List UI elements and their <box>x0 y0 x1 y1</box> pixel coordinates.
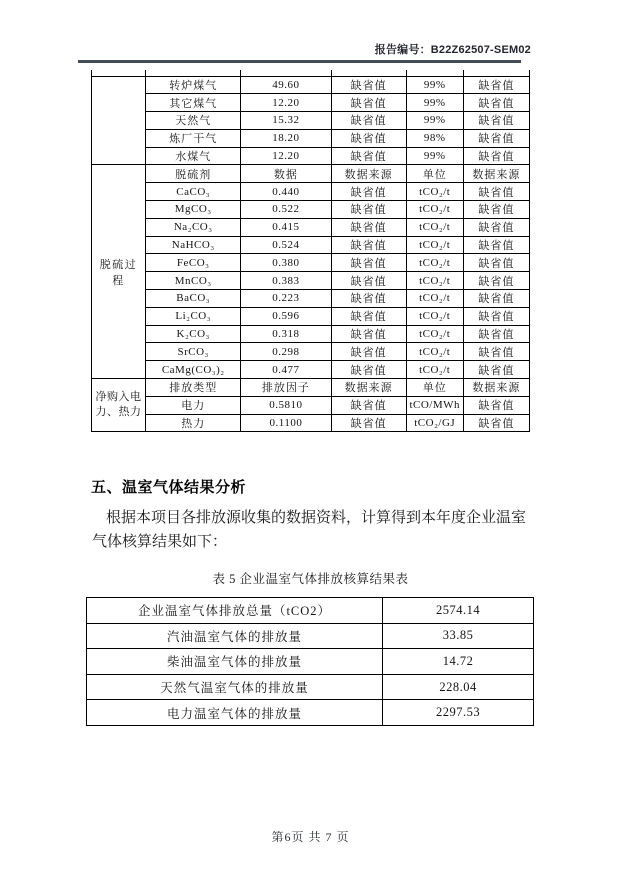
table-cell: 0.383 <box>241 272 331 290</box>
table-row <box>87 623 534 649</box>
table-cell: tCO₂/t <box>406 290 463 308</box>
table-cell: 0.596 <box>241 307 331 325</box>
table-cell: 缺省值 <box>463 147 529 165</box>
table-cell: tCO₂/t <box>406 361 463 379</box>
section-heading: 五、温室气体结果分析 <box>91 479 247 496</box>
table-cell: 99% <box>406 76 463 94</box>
table-cell: 单位 <box>406 165 463 183</box>
table-cell: 缺省值 <box>463 325 529 343</box>
table-row <box>92 325 530 343</box>
table-cell: BaCO₃ <box>146 290 241 308</box>
table-cell: 缺省值 <box>331 94 406 112</box>
table-row <box>92 76 530 94</box>
table-cell: tCO₂/t <box>406 183 463 201</box>
table-row <box>92 396 530 414</box>
table-cell: 缺省值 <box>463 414 529 432</box>
table-cell: 缺省值 <box>331 325 406 343</box>
table-cell: 缺省值 <box>463 76 529 94</box>
table-cell: 缺省值 <box>331 396 406 414</box>
footer-page-number: 第6页 共 7 页 <box>271 830 350 844</box>
table-row <box>92 201 530 219</box>
table-row <box>92 254 530 272</box>
table-cell: tCO₂/t <box>406 201 463 219</box>
table-cell: NaHCO₃ <box>146 236 241 254</box>
table-cell: 0.318 <box>241 325 331 343</box>
table-cell: 转炉煤气 <box>146 76 241 94</box>
summary-value: 14.72 <box>383 649 534 675</box>
table-cell: 数据来源 <box>463 379 529 397</box>
table-cell: 缺省值 <box>463 396 529 414</box>
table-row <box>92 147 530 165</box>
table-cell: 98% <box>406 129 463 147</box>
table-cell: 缺省值 <box>463 112 529 130</box>
table-cell: MgCO₃ <box>146 201 241 219</box>
table-cell: 缺省值 <box>331 183 406 201</box>
table-cell: 0.5810 <box>241 396 331 414</box>
table-cell: 0.477 <box>241 361 331 379</box>
category-cell-desulfurization: 脱硫过程 <box>92 165 146 379</box>
table-cell: 缺省值 <box>463 290 529 308</box>
table-cell: 缺省值 <box>331 76 406 94</box>
table-cell: 0.415 <box>241 218 331 236</box>
table-cell: 缺省值 <box>463 201 529 219</box>
table-cell: 0.440 <box>241 183 331 201</box>
table-cell: tCO₂/t <box>406 254 463 272</box>
table-row <box>92 272 530 290</box>
table-cell: 数据来源 <box>331 379 406 397</box>
table-row <box>92 361 530 379</box>
table-cell: 数据 <box>241 165 331 183</box>
table-cell: tCO₂/t <box>406 272 463 290</box>
table-cell: 缺省值 <box>463 361 529 379</box>
table-cell: 缺省值 <box>463 236 529 254</box>
table-cell: 缺省值 <box>331 112 406 130</box>
section-paragraph <box>92 507 534 554</box>
table-row <box>92 129 530 147</box>
table-row <box>87 649 534 675</box>
table-cell: 0.524 <box>241 236 331 254</box>
table-row <box>92 236 530 254</box>
table-cell: 缺省值 <box>331 218 406 236</box>
table-cell: 18.20 <box>241 129 331 147</box>
category-cell <box>92 76 146 165</box>
table-cell: tCO₂/t <box>406 218 463 236</box>
report-number <box>280 41 531 57</box>
table-cell: Li₂CO₃ <box>146 307 241 325</box>
table-row <box>92 379 530 397</box>
table-cell: CaMg(CO₃)₂ <box>146 361 241 379</box>
table-row <box>92 343 530 361</box>
table-row <box>92 94 530 112</box>
table-cell: 缺省值 <box>463 343 529 361</box>
table-caption: 表 5 企业温室气体排放核算结果表 <box>212 572 409 586</box>
table-cell: 12.20 <box>241 147 331 165</box>
table-cell: 缺省值 <box>463 218 529 236</box>
table-row <box>92 414 530 432</box>
table-cell: 缺省值 <box>331 290 406 308</box>
summary-label: 柴油温室气体的排放量 <box>87 649 383 675</box>
table-cell: tCO₂/t <box>406 236 463 254</box>
table-cell: 天然气 <box>146 112 241 130</box>
summary-value: 33.85 <box>383 623 534 649</box>
table-cell: 缺省值 <box>331 201 406 219</box>
table-cell: 缺省值 <box>331 236 406 254</box>
paragraph-line: 根据本项目各排放源收集的数据资料，计算得到本年度企业温室 <box>106 510 527 526</box>
table-cell: Na₂CO₃ <box>146 218 241 236</box>
table-cell: 排放类型 <box>146 379 241 397</box>
table-cell: tCO₂/t <box>406 307 463 325</box>
table-cell: 0.223 <box>241 290 331 308</box>
table-cell: tCO₂/t <box>406 343 463 361</box>
table-row <box>87 674 534 700</box>
table-cell: 其它煤气 <box>146 94 241 112</box>
table-cell: 缺省值 <box>463 307 529 325</box>
table-cell: CaCO₃ <box>146 183 241 201</box>
table-row <box>92 183 530 201</box>
paragraph-line: 气体核算结果如下： <box>92 533 228 550</box>
table-row <box>92 165 530 183</box>
table-row <box>92 112 530 130</box>
table-cell: 炼厂干气 <box>146 129 241 147</box>
category-cell-purchased-power: 净购入电力、热力 <box>92 379 146 432</box>
summary-value: 228.04 <box>383 674 534 700</box>
table-cell: K₂CO₃ <box>146 325 241 343</box>
table-cell: 单位 <box>406 379 463 397</box>
table-cell: 缺省值 <box>463 272 529 290</box>
summary-value: 2574.14 <box>383 598 534 624</box>
table-cell: 0.380 <box>241 254 331 272</box>
report-number-label: 报告编号： <box>374 44 431 56</box>
table-cell: 缺省值 <box>463 183 529 201</box>
header-rule <box>78 60 521 63</box>
table-cell: 99% <box>406 147 463 165</box>
table-cell: 0.522 <box>241 201 331 219</box>
table-cell: 缺省值 <box>463 254 529 272</box>
table-cell: 缺省值 <box>331 147 406 165</box>
table-cell: 15.32 <box>241 112 331 130</box>
summary-label: 企业温室气体排放总量（tCO2） <box>87 598 383 624</box>
table-cell: tCO/MWh <box>406 396 463 414</box>
table-cell: 缺省值 <box>331 307 406 325</box>
table-cell: 数据来源 <box>463 165 529 183</box>
table-cell: FeCO₃ <box>146 254 241 272</box>
table-cell: tCO₂/t <box>406 325 463 343</box>
emission-factor-table <box>91 70 530 432</box>
table-cell: 电力 <box>146 396 241 414</box>
table-cell: tCO₂/GJ <box>406 414 463 432</box>
table-cell: 缺省值 <box>331 272 406 290</box>
table-cell: SrCO₃ <box>146 343 241 361</box>
table-cell: 排放因子 <box>241 379 331 397</box>
table-cell: 0.298 <box>241 343 331 361</box>
table-cell: 49.60 <box>241 76 331 94</box>
table-row <box>92 290 530 308</box>
table-cell: 缺省值 <box>331 361 406 379</box>
table-cell: 缺省值 <box>331 129 406 147</box>
table-cell: 缺省值 <box>331 343 406 361</box>
table-cell: 缺省值 <box>331 414 406 432</box>
report-number-code: B22Z62507-SEM02 <box>430 44 531 56</box>
table-cell: 99% <box>406 112 463 130</box>
table-cell: 热力 <box>146 414 241 432</box>
table-cell: 脱硫剂 <box>146 165 241 183</box>
table-row <box>87 700 534 726</box>
table-cell: 缺省值 <box>331 254 406 272</box>
table-cell: 99% <box>406 94 463 112</box>
table-cell: MnCO₃ <box>146 272 241 290</box>
table-row <box>92 307 530 325</box>
summary-label: 天然气温室气体的排放量 <box>87 674 383 700</box>
table-cell: 缺省值 <box>463 94 529 112</box>
summary-table <box>86 597 534 726</box>
table-cell: 水煤气 <box>146 147 241 165</box>
table-cell: 数据来源 <box>331 165 406 183</box>
table-row <box>92 218 530 236</box>
summary-label: 电力温室气体的排放量 <box>87 700 383 726</box>
summary-label: 汽油温室气体的排放量 <box>87 623 383 649</box>
table-row <box>87 598 534 624</box>
table-cell: 12.20 <box>241 94 331 112</box>
table-cell: 缺省值 <box>463 129 529 147</box>
summary-value: 2297.53 <box>383 700 534 726</box>
table-cell: 0.1100 <box>241 414 331 432</box>
